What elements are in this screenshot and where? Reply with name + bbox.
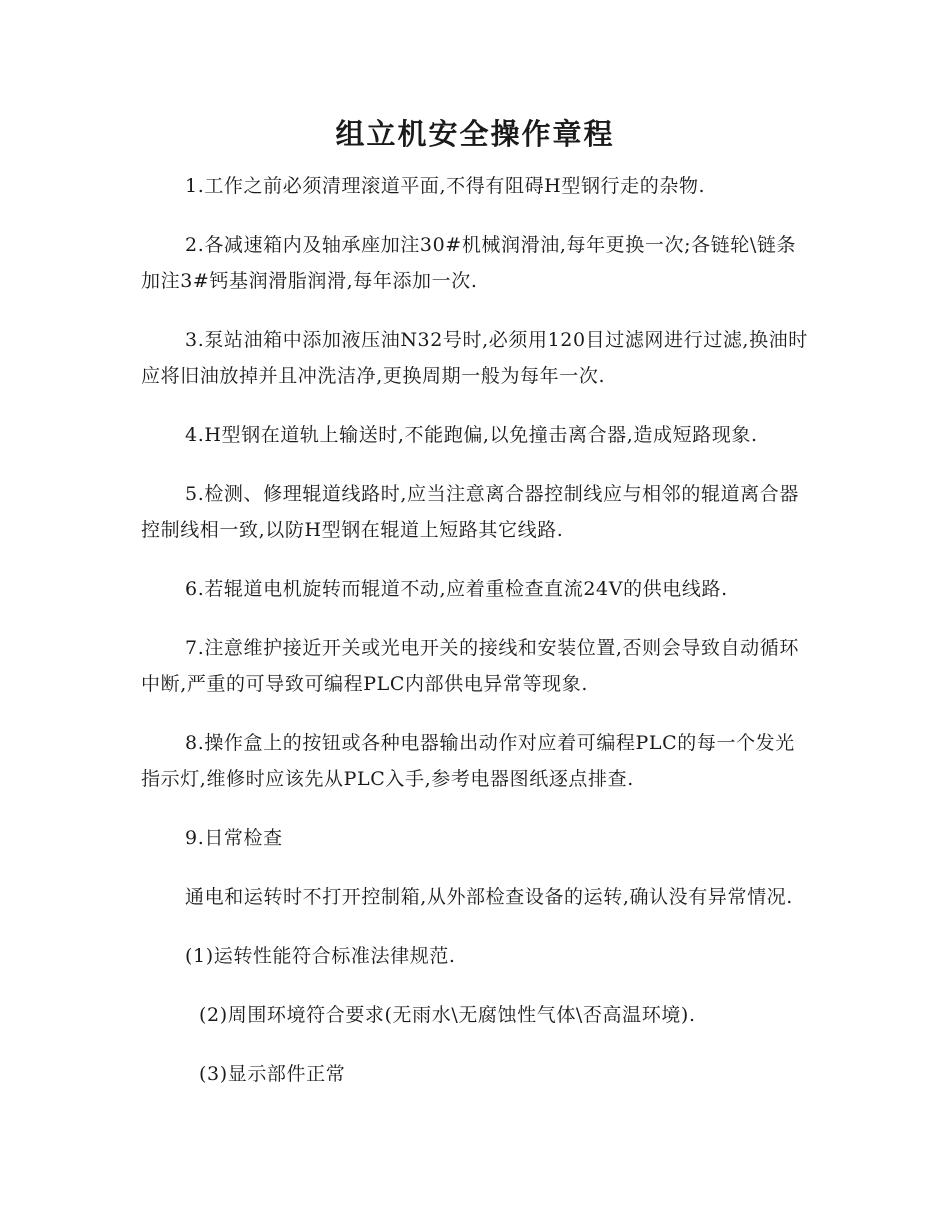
paragraph-3: 3.泵站油箱中添加液压油N32号时,必须用120目过滤网进行过滤,换油时应将旧油放掉并且冲洗洁净,更换周期一般为每年一次. <box>141 329 808 387</box>
paragraph-7: 7.注意维护接近开关或光电开关的接线和安装位置,否则会导致自动循环中断,严重的可导致可编程PLC内部供电异常等现象. <box>141 637 799 695</box>
document-title: 组立机安全操作章程 <box>335 117 615 151</box>
paragraph-6: 6.若辊道电机旋转而辊道不动,应着重检查直流24V的供电线路. <box>185 578 728 600</box>
list-item-3: (3)显示部件正常 <box>199 1063 346 1085</box>
paragraph-daily-check-intro: 通电和运转时不打开控制箱,从外部检查设备的运转,确认没有异常情况. <box>185 886 793 908</box>
list-item-1: (1)运转性能符合标准法律规范. <box>185 945 456 967</box>
list-item-2: (2)周围环境符合要求(无雨水\无腐蚀性气体\否高温环境). <box>199 1004 696 1026</box>
document-body <box>141 168 809 1115</box>
paragraph-1: 1.工作之前必须清理滚道平面,不得有阻碍H型钢行走的杂物. <box>185 175 706 197</box>
paragraph-2: 2.各减速箱内及轴承座加注30#机械润滑油,每年更换一次;各链轮\链条加注3#钙基润滑脂润滑,每年添加一次. <box>141 234 797 292</box>
paragraph-9: 9.日常检查 <box>185 827 283 849</box>
paragraph-5: 5.检测、修理辊道线路时,应当注意离合器控制线应与相邻的辊道离合器控制线相一致,以防H型钢在辊道上短路其它线路. <box>141 483 799 541</box>
paragraph-4: 4.H型钢在道轨上输送时,不能跑偏,以免撞击离合器,造成短路现象. <box>185 424 758 446</box>
paragraph-8: 8.操作盒上的按钮或各种电器输出动作对应着可编程PLC的每一个发光指示灯,维修时应该先从PLC入手,参考电器图纸逐点排查. <box>141 732 795 790</box>
